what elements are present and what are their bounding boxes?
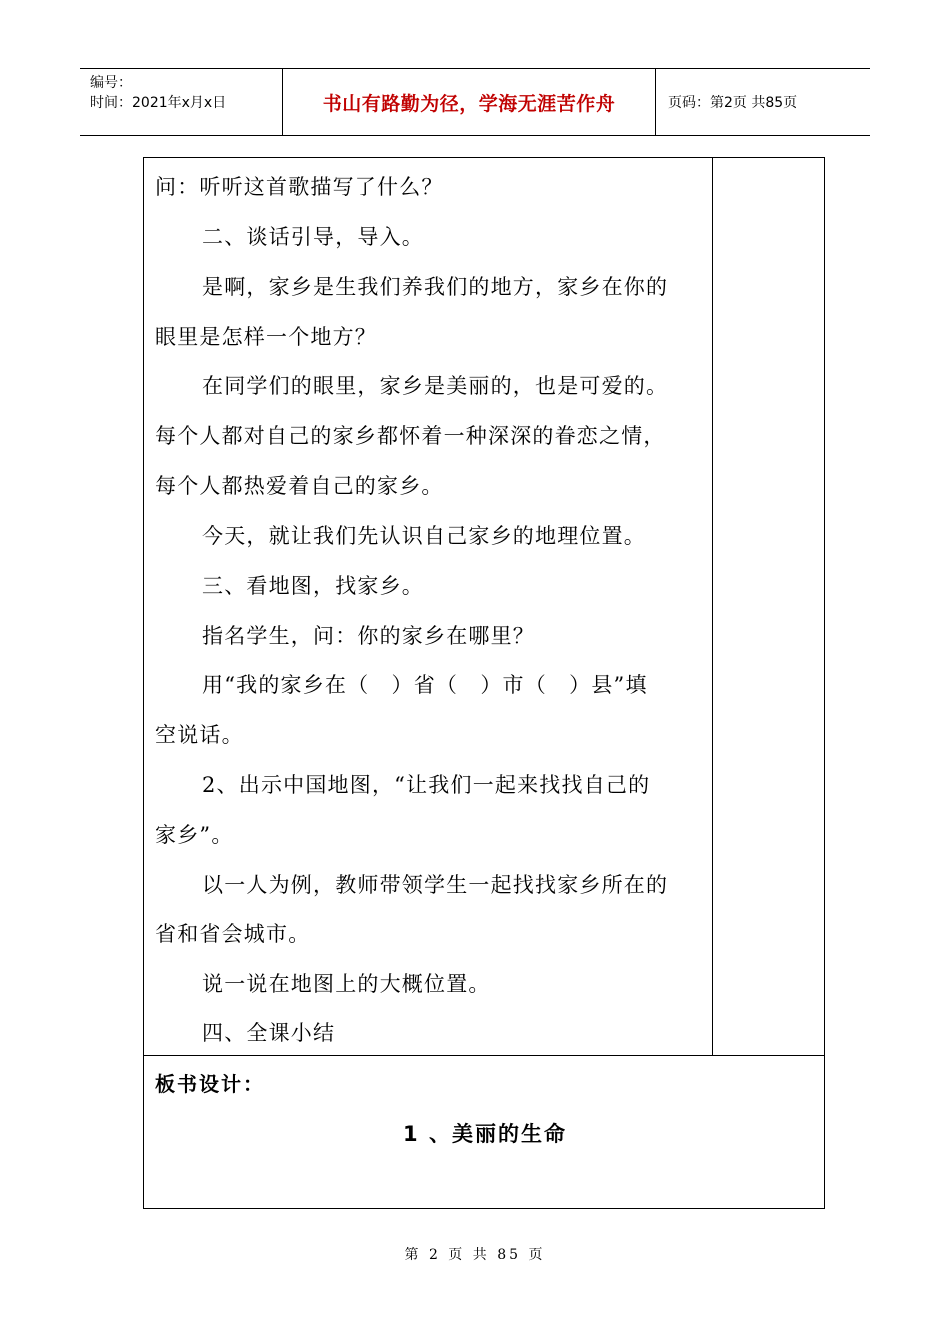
header-page-info: 页码：第2页 共85页	[668, 95, 798, 111]
time-label: 时间：2021年x月x日	[90, 95, 227, 111]
content-line: 在同学们的眼里，家乡是美丽的，也是可爱的。	[202, 374, 669, 398]
notes-cell	[713, 158, 824, 1055]
content-line: 省和省会城市。	[155, 922, 311, 946]
header-motto: 书山有路勤为径，学海无涯苦作舟	[283, 69, 656, 135]
page-footer: 第 2 页 共 85 页	[404, 1247, 546, 1263]
page-header	[80, 68, 870, 136]
content-line: 空说话。	[155, 723, 244, 747]
lesson-content-cell	[144, 158, 713, 1055]
content-line: 问：听听这首歌描写了什么？	[155, 175, 444, 199]
content-line: 是啊，家乡是生我们养我们的地方，家乡在你的	[202, 275, 669, 299]
content-line: 用“我的家乡在（ ）省（ ）市（ ）县”填	[202, 673, 648, 697]
header-meta	[80, 69, 283, 135]
content-line: 家乡”。	[155, 823, 234, 847]
content-line: 三、看地图，找家乡。	[202, 574, 424, 598]
content-line: 指名学生，问：你的家乡在哪里？	[202, 624, 535, 648]
content-line: 四、全课小结	[202, 1021, 336, 1045]
lesson-table	[143, 157, 825, 1209]
number-label: 编号：	[90, 75, 132, 91]
content-line: 说一说在地图上的大概位置。	[202, 972, 491, 996]
content-line: 2、出示中国地图，“让我们一起来找找自己的	[202, 773, 651, 797]
content-line: 眼里是怎样一个地方？	[155, 325, 377, 349]
board-design-label: 板书设计：	[155, 1072, 265, 1096]
content-line: 二、谈话引导，导入。	[202, 225, 424, 249]
content-line: 每个人都热爱着自己的家乡。	[155, 474, 444, 498]
board-design-title: 1 、美丽的生命	[403, 1122, 567, 1146]
content-line: 每个人都对自己的家乡都怀着一种深深的眷恋之情，	[155, 424, 666, 448]
content-line: 今天，就让我们先认识自己家乡的地理位置。	[202, 524, 646, 548]
content-line: 以一人为例，教师带领学生一起找找家乡所在的	[202, 873, 669, 897]
row-divider	[144, 1055, 824, 1056]
